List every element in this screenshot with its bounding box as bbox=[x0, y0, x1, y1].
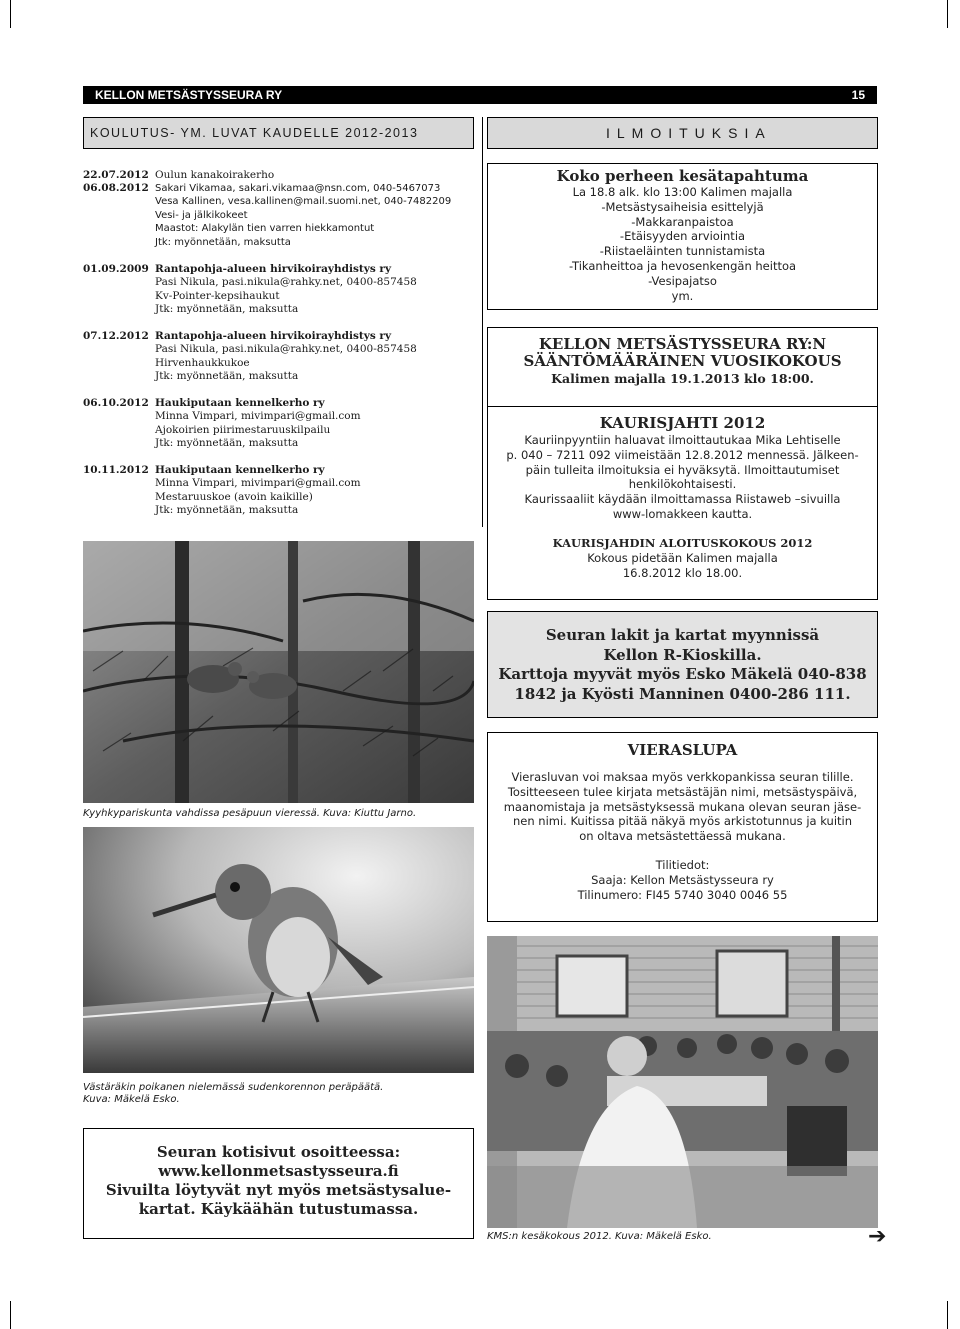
deer-hunt-line: Kauriinpyyntiin haluavat ilmoittautukaa Mika Lehtiselle bbox=[524, 433, 841, 447]
guest-permit-title: VIERASLUPA bbox=[627, 741, 738, 759]
summer-event-line: ym. bbox=[671, 288, 694, 303]
event-line: Pasi Nikula, pasi.nikula@rahky.net, 0400-857458 bbox=[155, 276, 417, 289]
rules-maps-box bbox=[487, 611, 878, 718]
event-line: Pasi Nikula, pasi.nikula@rahky.net, 0400-857458 bbox=[155, 343, 417, 356]
kickoff-line: Kokous pidetään Kalimen majalla bbox=[587, 550, 778, 565]
guest-permit-line: nen nimi. Kuitissa pitää näkyä myös arkistotunnus ja kuitin bbox=[512, 814, 853, 829]
event-line: Jtk: myönnetään, maksutta bbox=[155, 370, 299, 383]
crop-mark bbox=[10, 1301, 11, 1329]
section-heading-ilmoituksia: ILMOITUKSIA bbox=[487, 117, 878, 149]
crop-mark bbox=[947, 0, 948, 28]
account-line: Tilinumero: FI45 5740 3040 0046 55 bbox=[577, 887, 788, 902]
summer-event-line: -Vesipajatso bbox=[648, 273, 717, 288]
deer-hunt-title: KAURISJAHTI 2012 bbox=[599, 414, 766, 432]
section-heading-koulutus: KOULUTUS- YM. LUVAT KAUDELLE 2012-2013 bbox=[83, 117, 474, 149]
event-line: Jtk: myönnetään, maksutta bbox=[155, 504, 299, 517]
kickoff-title: KAURISJAHDIN ALOITUSKOKOUS 2012 bbox=[552, 535, 813, 550]
rules-line: 1842 ja Kyösti Manninen 0400-286 111. bbox=[514, 684, 851, 703]
summer-event-line: -Makkaranpaistoa bbox=[631, 214, 734, 229]
annual-meeting-title: SÄÄNTÖMÄÄRÄINEN VUOSIKOKOUS bbox=[523, 352, 842, 370]
event-date: 07.12.2012 bbox=[83, 330, 149, 342]
doves-photo-caption: Kyyhkypariskunta vahdissa pesäpuun vieressä. Kuva: Kiuttu Jarno. bbox=[83, 808, 417, 819]
crop-mark bbox=[947, 1301, 948, 1329]
summer-event-line: -Metsästysaiheisia esittelyjä bbox=[601, 199, 764, 214]
deer-hunt-line: henkilökohtaisesti. bbox=[628, 477, 737, 492]
summer-event-box bbox=[487, 163, 878, 310]
event-title: Rantapohja-alueen hirvikoirayhdistys ry bbox=[155, 330, 392, 342]
event-date: 06.10.2012 bbox=[83, 397, 149, 409]
event-line: Minna Vimpari, mivimpari@gmail.com bbox=[155, 410, 361, 423]
wagtail-photo-image bbox=[83, 827, 474, 1073]
guest-permit-line: Vierasluvan voi maksaa myös verkkopankissa seuran tilille. bbox=[511, 770, 854, 784]
continue-arrow-icon: ➔ bbox=[868, 1224, 887, 1249]
annual-meeting-title: KELLON METSÄSTYSSEURA RY:N bbox=[538, 335, 827, 353]
event-line: Jtk: myönnetään, maksutta bbox=[155, 236, 291, 248]
event-date: 22.07.2012 bbox=[83, 169, 149, 181]
account-line: Tilitiedot: bbox=[655, 857, 710, 872]
event-line: Vesa Kallinen, vesa.kallinen@mail.suomi.net, 040-7482209 bbox=[155, 196, 452, 208]
deer-hunt-box bbox=[487, 407, 878, 600]
wagtail-photo bbox=[83, 827, 474, 1073]
caption-line: Västäräkin poikanen nielemässä sudenkorennon peräpäätä. bbox=[83, 1082, 384, 1093]
meeting-photo-image bbox=[487, 936, 878, 1228]
event-title: Rantapohja-alueen hirvikoirayhdistys ry bbox=[155, 263, 392, 275]
deer-hunt-line: Kaurissaaliit käydään ilmoittamassa Riistaweb –sivuilla bbox=[524, 492, 841, 507]
rules-line: Karttoja myyvät myös Esko Mäkelä 040-838 bbox=[498, 665, 867, 683]
column-divider bbox=[482, 117, 483, 527]
event-line: Hirvenhaukkukoe bbox=[155, 356, 250, 369]
event-item bbox=[155, 182, 475, 249]
crop-mark bbox=[10, 0, 11, 28]
page-number: 15 bbox=[851, 88, 865, 102]
event-line: Minna Vimpari, mivimpari@gmail.com bbox=[155, 477, 361, 490]
event-line: Mestaruuskoe (avoin kaikille) bbox=[155, 490, 313, 503]
rules-line: Kellon R-Kioskilla. bbox=[603, 645, 762, 664]
event-line: Jtk: myönnetään, maksutta bbox=[155, 303, 299, 316]
event-date: 06.08.2012 bbox=[83, 182, 149, 194]
deer-hunt-line: www-lomakkeen kautta. bbox=[612, 506, 753, 521]
event-date: 01.09.2009 bbox=[83, 263, 149, 275]
summer-event-line: -Tikanheittoa ja hevosenkengän heittoa bbox=[568, 258, 797, 273]
event-line: Jtk: myönnetään, maksutta bbox=[155, 437, 299, 450]
event-line: Vesi- ja jälkikokeet bbox=[155, 209, 248, 221]
event-item bbox=[155, 464, 475, 518]
annual-meeting-time: Kalimen majalla 19.1.2013 klo 18:00. bbox=[551, 371, 814, 386]
doves-photo-image bbox=[83, 541, 474, 803]
kickoff-line: 16.8.2012 klo 18.00. bbox=[622, 565, 743, 580]
doves-photo bbox=[83, 541, 474, 803]
rules-line: Seuran lakit ja kartat myynnissä bbox=[545, 626, 820, 644]
event-item bbox=[155, 169, 475, 182]
website-line: Sivuilta löytyvät nyt myös metsästysalue- bbox=[105, 1181, 452, 1199]
deer-hunt-line: päin tulleita ilmoituksia ei hyväksytä. Ilmoittautumiset bbox=[525, 462, 840, 477]
event-item bbox=[155, 397, 475, 451]
event-line: Kv-Pointer-kepsihaukut bbox=[155, 289, 280, 302]
event-line: Oulun kanakoirakerho bbox=[155, 169, 275, 181]
guest-permit-box bbox=[487, 732, 878, 922]
guest-permit-line: on oltava metsästettäessä mukana. bbox=[579, 829, 786, 844]
summer-event-line: -Etäisyyden arviointia bbox=[619, 229, 746, 244]
event-line: Sakari Vikamaa, sakari.vikamaa@nsn.com, 040-5467073 bbox=[155, 183, 441, 194]
website-box bbox=[83, 1128, 474, 1239]
meeting-photo-caption: KMS:n kesäkokous 2012. Kuva: Mäkelä Esko. bbox=[487, 1231, 712, 1242]
event-item bbox=[155, 263, 475, 317]
summer-event-line: -Riistaeläinten tunnistamista bbox=[599, 244, 766, 259]
publication-name: KELLON METSÄSTYSSEURA RY bbox=[95, 88, 283, 102]
event-title: Haukiputaan kennelkerho ry bbox=[155, 397, 325, 409]
guest-permit-line: maanomistaja ja metsästyksessä mukana olevan seuran jäse- bbox=[503, 799, 862, 814]
page-header bbox=[83, 86, 877, 104]
annual-meeting-box bbox=[487, 327, 878, 407]
wagtail-photo-caption bbox=[83, 1082, 383, 1106]
summer-event-line: La 18.8 alk. klo 13:00 Kalimen majalla bbox=[572, 185, 793, 199]
event-title: Haukiputaan kennelkerho ry bbox=[155, 464, 325, 476]
meeting-photo bbox=[487, 936, 878, 1228]
summer-event-title: Koko perheen kesätapahtuma bbox=[556, 167, 809, 185]
website-line: Seuran kotisivut osoitteessa: bbox=[156, 1143, 401, 1161]
deer-hunt-line: p. 040 – 7211 092 viimeistään 12.8.2012 mennessä. Jälkeen- bbox=[506, 447, 859, 462]
website-line: kartat. Käykäähän tutustumassa. bbox=[138, 1200, 419, 1218]
event-line: Maastot: Alakylän tien varren hiekkamontut bbox=[155, 223, 375, 235]
account-line: Saaja: Kellon Metsästysseura ry bbox=[591, 872, 774, 887]
event-item bbox=[155, 330, 475, 384]
event-date: 10.11.2012 bbox=[83, 464, 149, 476]
event-line: Ajokoirien piirimestaruuskilpailu bbox=[155, 423, 331, 436]
website-link[interactable]: www.kellonmetsastysseura.fi bbox=[158, 1162, 399, 1180]
guest-permit-line: Tositteeseen tulee kirjata metsästäjän nimi, metsästyspäivä, bbox=[507, 784, 858, 799]
caption-line: Kuva: Mäkelä Esko. bbox=[83, 1094, 180, 1105]
